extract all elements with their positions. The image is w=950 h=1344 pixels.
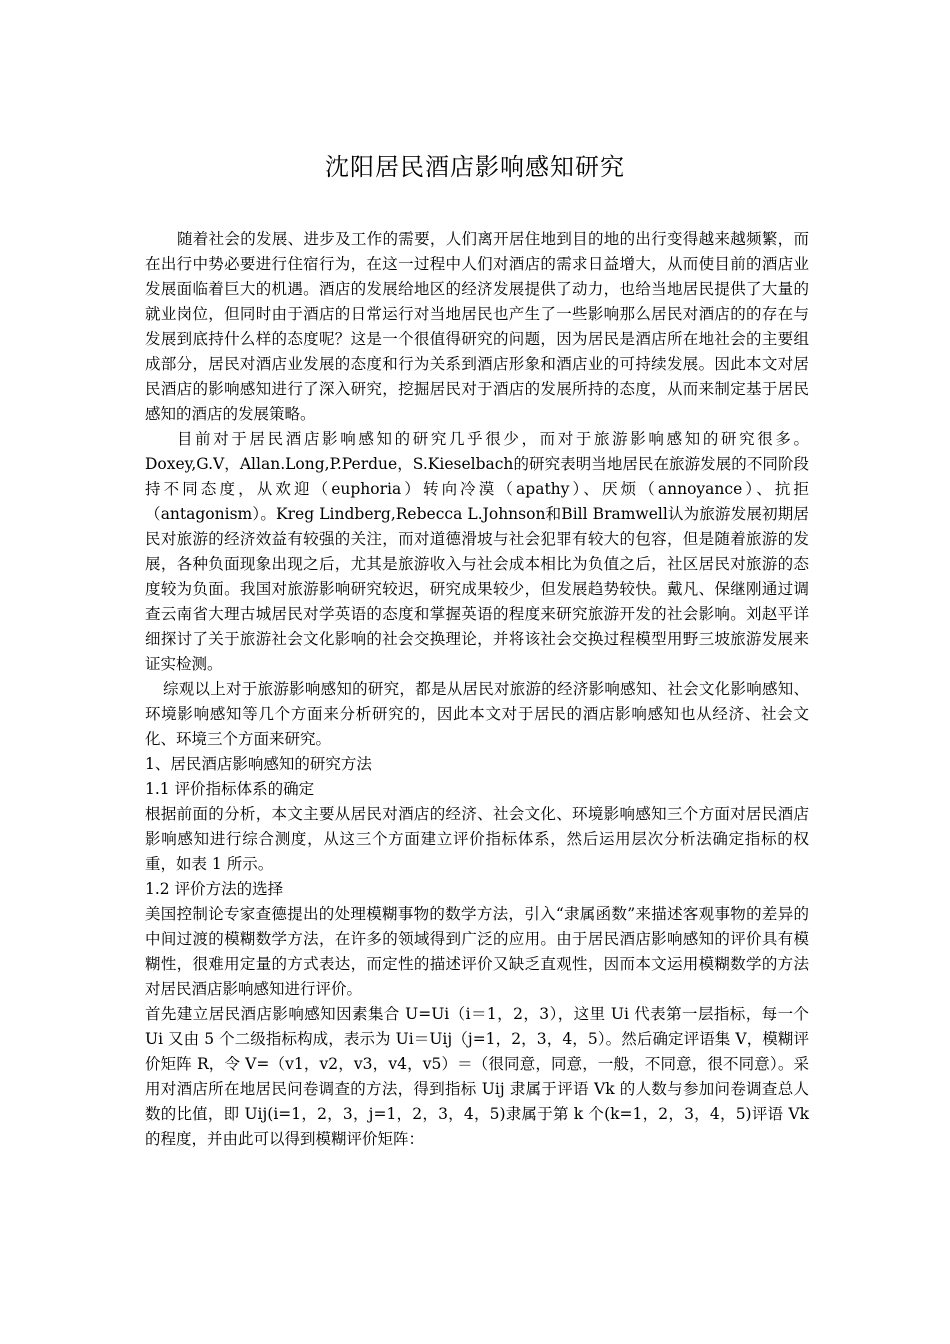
paragraph-1-2-b: 首先建立居民酒店影响感知因素集合 U=Ui（i＝1，2，3），这里 Ui 代表第一层指标，每一个 Ui 又由 5 个二级指标构成，表示为 Ui＝Uij（j=1，2，3，4，5）。然后确定评语集 V，模糊评价矩阵 R，令 V=（v1，v2，v3，v4，v5）＝（很同意，同意，一般，不同意，很不同意）。采用对酒店所在地居民问卷调查的方法，得到指标 Uij 隶属于评语 Vk 的人数与参加问卷调查总人数的比值，即 Uij(i=1，2，3，j=1，2，3，4，5)隶属于第 k 个(k=1，2，3，4，5)评语 Vk 的程度，并由此可以得到模糊评价矩阵： [145,1005,809,1148]
section-heading-1-2: 1.2 评价方法的选择 [145,880,284,898]
paragraph-summary: 综观以上对于旅游影响感知的研究，都是从居民对旅游的经济影响感知、社会文化影响感知、环境影响感知等几个方面来分析研究的，因此本文对于居民的酒店影响感知也从经济、社会文化、环境三个方面来研究。 [145,680,809,748]
paragraph-intro: 随着社会的发展、进步及工作的需要，人们离开居住地到目的地的出行变得越来越频繁，而在出行中势必要进行住宿行为，在这一过程中人们对酒店的需求日益增大，从而使目前的酒店业发展面临着巨大的机遇。酒店的发展给地区的经济发展提供了动力，也给当地居民提供了大量的就业岗位，但同时由于酒店的日常运行对当地居民也产生了一些影响那么居民对酒店的的存在与发展到底持什么样的态度呢？这是一个很值得研究的问题，因为居民是酒店所在地社会的主要组成部分，居民对酒店业发展的态度和行为关系到酒店形象和酒店业的可持续发展。因此本文对居民酒店的影响感知进行了深入研究，挖掘居民对于酒店的发展所持的态度，从而来制定基于居民感知的酒店的发展策略。 [145,230,809,423]
paragraph-literature: 目前对于居民酒店影响感知的研究几乎很少，而对于旅游影响感知的研究很多。Doxey,G.V，Allan.Long,P.Perdue，S.Kieselbach的研究表明当地居民在旅游发展的不同阶段持不同态度，从欢迎（euphoria）转向冷漠（apathy）、厌烦（annoyance）、抗拒（antagonism）。Kreg Lindberg,Rebecca L.Johnson和Bill Bramwell认为旅游发展初期居民对旅游的经济效益有较强的关注，而对道德滑坡与社会犯罪有较大的包容，但是随着旅游的发展，各种负面现象出现之后，尤其是旅游收入与社会成本相比为负值之后，社区居民对旅游的态度较为负面。我国对旅游影响研究较迟，研究成果较少，但发展趋势较快。戴凡、保继刚通过调查云南省大理古城居民对学英语的态度和掌握英语的程度来研究旅游开发的社会影响。刘赵平详细探讨了关于旅游社会文化影响的社会交换理论，并将该社会交换过程模型用野三坡旅游发展来证实检测。 [145,430,809,673]
section-heading-1: 1、居民酒店影响感知的研究方法 [145,755,372,773]
document-title: 沈阳居民酒店影响感知研究 [325,153,625,182]
paragraph-1-2-a: 美国控制论专家查德提出的处理模糊事物的数学方法，引入“隶属函数”来描述客观事物的差异的中间过渡的模糊数学方法，在许多的领域得到广泛的应用。由于居民酒店影响感知的评价具有模糊性，很难用定量的方式表达，而定性的描述评价又缺乏直观性，因而本文运用模糊数学的方法对居民酒店影响感知进行评价。 [145,905,809,998]
paragraph-1-1: 根据前面的分析，本文主要从居民对酒店的经济、社会文化、环境影响感知三个方面对居民酒店影响感知进行综合测度，从这三个方面建立评价指标体系，然后运用层次分析法确定指标的权重，如表 1 所示。 [145,805,809,873]
document-body [145,227,809,1152]
section-heading-1-1: 1.1 评价指标体系的确定 [145,780,315,798]
